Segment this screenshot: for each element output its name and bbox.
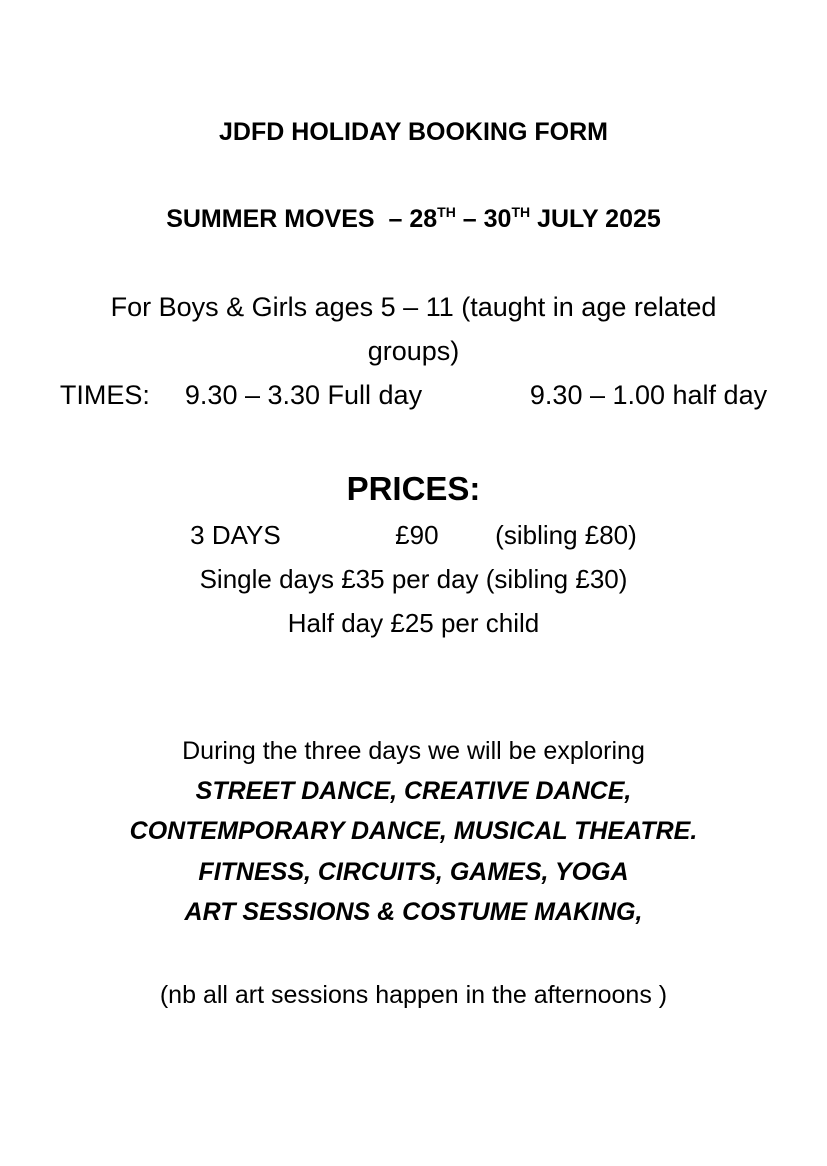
event-heading xyxy=(0,204,827,233)
activities-line-2: CONTEMPORARY DANCE, MUSICAL THEATRE. xyxy=(129,817,698,845)
event-start-day: 28 xyxy=(409,205,438,233)
art-sessions-note: (nb all art sessions happen in the afternoons ) xyxy=(159,981,668,1009)
price-single-days: Single days £35 per day (sibling £30) xyxy=(199,564,628,594)
activities-line-4: ART SESSIONS & COSTUME MAKING, xyxy=(184,898,643,926)
times-row xyxy=(0,382,827,409)
event-name: SUMMER MOVES xyxy=(166,205,375,233)
event-dash-2: – xyxy=(462,205,477,233)
times-label: TIMES: xyxy=(59,380,150,410)
event-month-year: JULY 2025 xyxy=(537,205,661,233)
times-half-day: 9.30 – 1.00 half day xyxy=(529,380,768,410)
price-three-days-amount: £90 xyxy=(395,520,439,550)
audience-line-1: For Boys & Girls ages 5 – 11 (taught in age related xyxy=(110,292,717,322)
event-start-suffix: TH xyxy=(437,204,456,220)
audience-line-2: groups) xyxy=(367,336,460,366)
price-three-days-sibling: (sibling £80) xyxy=(495,520,637,550)
event-end-day: 30 xyxy=(483,205,512,233)
event-end-suffix: TH xyxy=(511,204,531,220)
times-full-day: 9.30 – 3.30 Full day xyxy=(184,380,423,410)
price-three-days-row xyxy=(0,522,827,548)
form-title: JDFD HOLIDAY BOOKING FORM xyxy=(219,118,608,146)
price-three-days-label: 3 DAYS xyxy=(190,520,281,550)
activities-intro: During the three days we will be exploring xyxy=(182,737,645,765)
prices-heading: PRICES: xyxy=(346,470,481,507)
event-dash-1: – xyxy=(388,205,403,233)
price-half-day: Half day £25 per child xyxy=(287,608,540,638)
activities-line-3: FITNESS, CIRCUITS, GAMES, YOGA xyxy=(198,858,629,886)
activities-line-1: STREET DANCE, CREATIVE DANCE, xyxy=(195,777,632,805)
